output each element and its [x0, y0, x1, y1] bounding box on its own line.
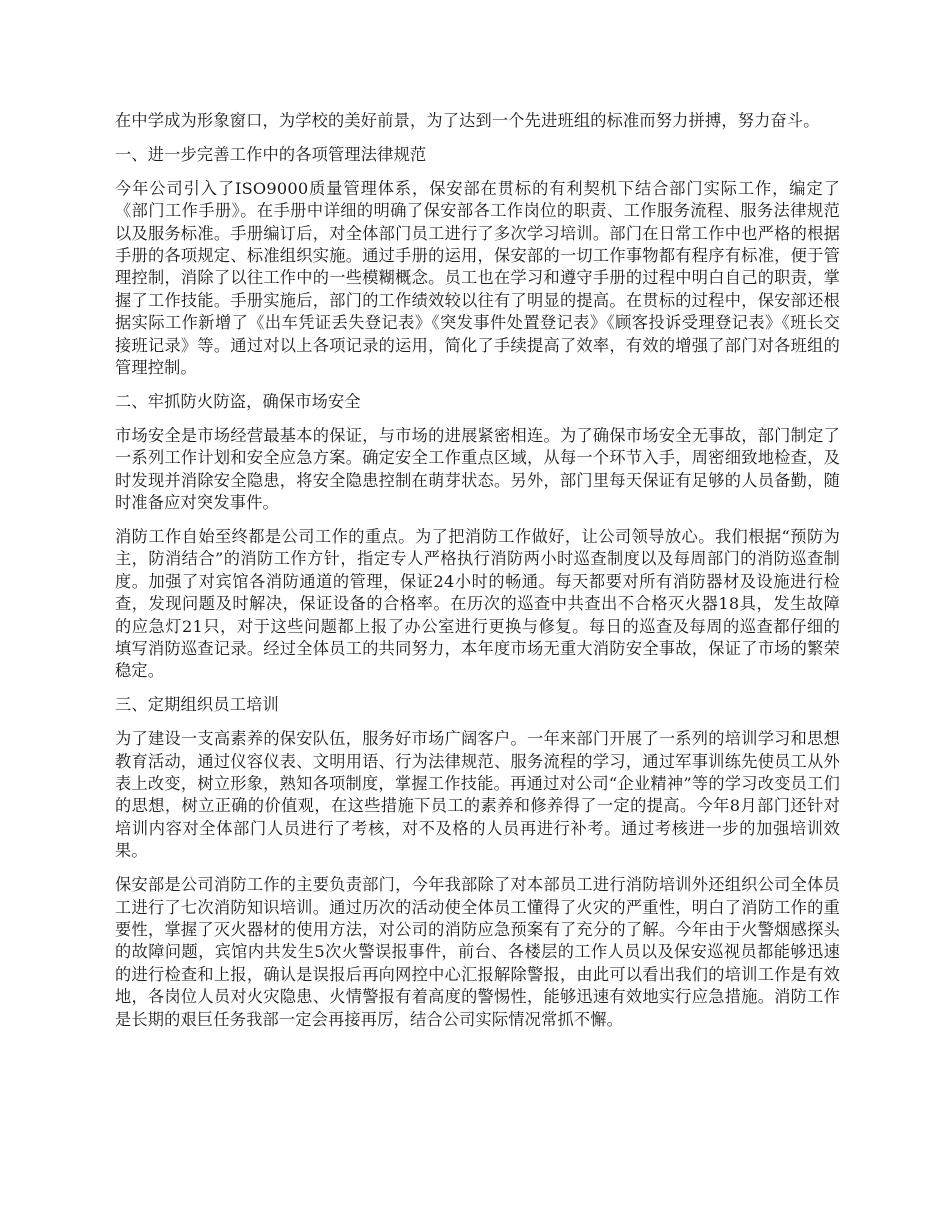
- section-1-heading: 一、进一步完善工作中的各项管理法律规范: [115, 144, 427, 164]
- section-2-paragraph-1: 市场安全是市场经营最基本的保证，与市场的进展紧密相连。为了确保市场安全无事故，部门制定了一系列工作计划和安全应急方案。确定安全工作重点区域，从每一个环节入手，周密细致地检查，及时发现并消除安全隐患，将安全隐患控制在萌芽状态。另外，部门里每天保证有足够的人员备勤，随时准备应对突发事件。: [115, 425, 840, 513]
- section-2-paragraph-2: 消防工作自始至终都是公司工作的重点。为了把消防工作做好，让公司领导放心。我们根据“预防为主，防消结合”的消防工作方针，指定专人严格执行消防两小时巡查制度以及每周部门的消防巡查制度。加强了对宾馆各消防通道的管理，保证24小时的畅通。每天都要对所有消防器材及设施进行检查，发现问题及时解决，保证设备的合格率。在历次的巡查中共查出不合格灭火器18具，发生故障的应急灯21只，对于这些问题都上报了办公室进行更换与修复。每日的巡查及每周的巡查都仔细的填写消防巡查记录。经过全体员工的共同努力，本年度市场无重大消防安全事故，保证了市场的繁荣稳定。: [115, 527, 840, 681]
- section-1-paragraph-1: 今年公司引入了ISO9000质量管理体系，保安部在贯标的有利契机下结合部门实际工作，编定了《部门工作手册》。在手册中详细的明确了保安部各工作岗位的职责、工作服务流程、服务法律规范以及服务标准。手册编订后，对全体部门员工进行了多次学习培训。部门在日常工作中也严格的根据手册的各项规定、标准组织实施。通过手册的运用，保安部的一切工作事物都有程序有标准，便于管理控制，消除了以往工作中的一些模糊概念。员工也在学习和遵守手册的过程中明白自己的职责，掌握了工作技能。手册实施后，部门的工作绩效较以往有了明显的提高。在贯标的过程中，保安部还根据实际工作新增了《出车凭证丢失登记表》《突发事件处置登记表》《顾客投诉受理登记表》《班长交接班记录》等。通过对以上各项记录的运用，简化了手续提高了效率，有效的增强了部门对各班组的管理控制。: [115, 178, 840, 378]
- section-3-paragraph-2: 保安部是公司消防工作的主要负责部门，今年我部除了对本部员工进行消防培训外还组织公司全体员工进行了七次消防知识培训。通过历次的活动使全体员工懂得了火灾的严重性，明白了消防工作的重要性，掌握了灭火器材的使用方法，对公司的消防应急预案有了充分的了解。今年由于火警烟感探头的故障问题，宾馆内共发生5次火警误报事件，前台、各楼层的工作人员以及保安巡视员都能够迅速的进行检查和上报，确认是误报后再向网控中心汇报解除警报，由此可以看出我们的培训工作是有效地，各岗位人员对火灾隐患、火情警报有着高度的警惕性，能够迅速有效地实行应急措施。消防工作是长期的艰巨任务我部一定会再接再厉，结合公司实际情况常抓不懈。: [115, 875, 840, 1029]
- intro-paragraph: 在中学成为形象窗口，为学校的美好前景，为了达到一个先进班组的标准而努力拼搏，努力奋斗。: [115, 111, 820, 130]
- section-3-paragraph-1: 为了建设一支高素养的保安队伍，服务好市场广阔客户。一年来部门开展了一系列的培训学习和思想教育活动，通过仪容仪表、文明用语、行为法律规范、服务流程的学习，通过军事训练先使员工从外表上改变，树立形象，熟知各项制度，掌握工作技能。再通过对公司“企业精神”等的学习改变员工们的思想，树立正确的价值观，在这些措施下员工的素养和修养得了一定的提高。今年8月部门还针对培训内容对全体部门人员进行了考核，对不及格的人员再进行补考。通过考核进一步的加强培训效果。: [115, 729, 840, 861]
- document-body: [115, 110, 840, 1043]
- section-2-heading: 二、牢抓防火防盗，确保市场安全: [115, 391, 361, 411]
- section-3-heading: 三、定期组织员工培训: [115, 695, 279, 715]
